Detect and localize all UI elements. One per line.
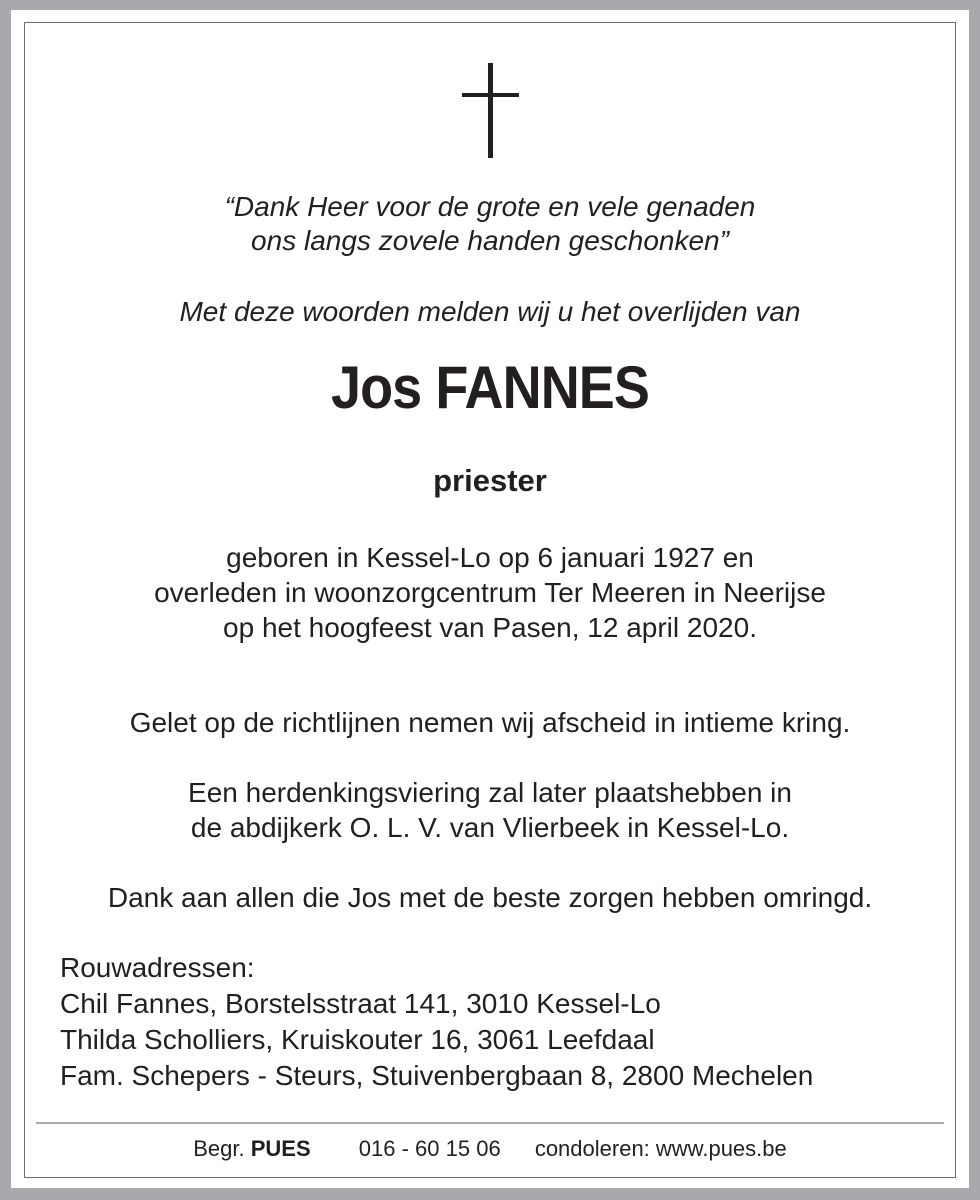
bio-line-2: overleden in woonzorgcentrum Ter Meeren in Neerijse bbox=[154, 577, 826, 608]
cross-vertical-bar bbox=[488, 63, 493, 158]
biography bbox=[0, 540, 980, 645]
undertaker-prefix: Begr. bbox=[193, 1136, 245, 1161]
thanks-message: Dank aan allen die Jos met de beste zorgen hebben omringd. bbox=[107, 882, 873, 913]
undertaker-phone: 016 - 60 15 06 bbox=[358, 1136, 501, 1161]
memorial-line-1: Een herdenkingsviering zal later plaatshebben in bbox=[188, 777, 792, 808]
cross-horizontal-bar bbox=[462, 93, 519, 97]
deceased-title: priester bbox=[433, 463, 547, 498]
bio-line-1: geboren in Kessel-Lo op 6 januari 1927 en bbox=[226, 542, 754, 573]
memorial-service bbox=[0, 775, 980, 845]
condolences-link[interactable]: condoleren: www.pues.be bbox=[534, 1136, 787, 1161]
footer bbox=[0, 1134, 980, 1164]
undertaker-name: PUES bbox=[250, 1136, 311, 1161]
deceased-name: Jos FANNES bbox=[330, 354, 650, 421]
farewell-notice: Gelet op de richtlijnen nemen wij afscheid in intieme kring. bbox=[129, 707, 851, 738]
quote-line-2: ons langs zovele handen geschonken” bbox=[251, 225, 729, 256]
addresses-heading: Rouwadressen: bbox=[60, 952, 255, 983]
opening-quote bbox=[0, 190, 980, 258]
undertaker bbox=[193, 1134, 310, 1164]
bio-line-3: op het hoogfeest van Pasen, 12 april 2020. bbox=[223, 612, 757, 643]
quote-line-1: “Dank Heer voor de grote en vele genaden bbox=[224, 191, 756, 222]
memorial-line-2: de abdijkerk O. L. V. van Vlierbeek in Kessel-Lo. bbox=[190, 812, 790, 843]
footer-divider bbox=[36, 1122, 944, 1124]
announcement-intro: Met deze woorden melden wij u het overlijden van bbox=[179, 296, 801, 327]
mourning-addresses bbox=[60, 950, 813, 1094]
cross-icon bbox=[0, 0, 980, 170]
address-item: Chil Fannes, Borstelsstraat 141, 3010 Kessel-Lo bbox=[60, 988, 661, 1019]
address-item: Fam. Schepers - Steurs, Stuivenbergbaan 8, 2800 Mechelen bbox=[60, 1060, 814, 1091]
address-item: Thilda Scholliers, Kruiskouter 16, 3061 Leefdaal bbox=[60, 1024, 655, 1055]
